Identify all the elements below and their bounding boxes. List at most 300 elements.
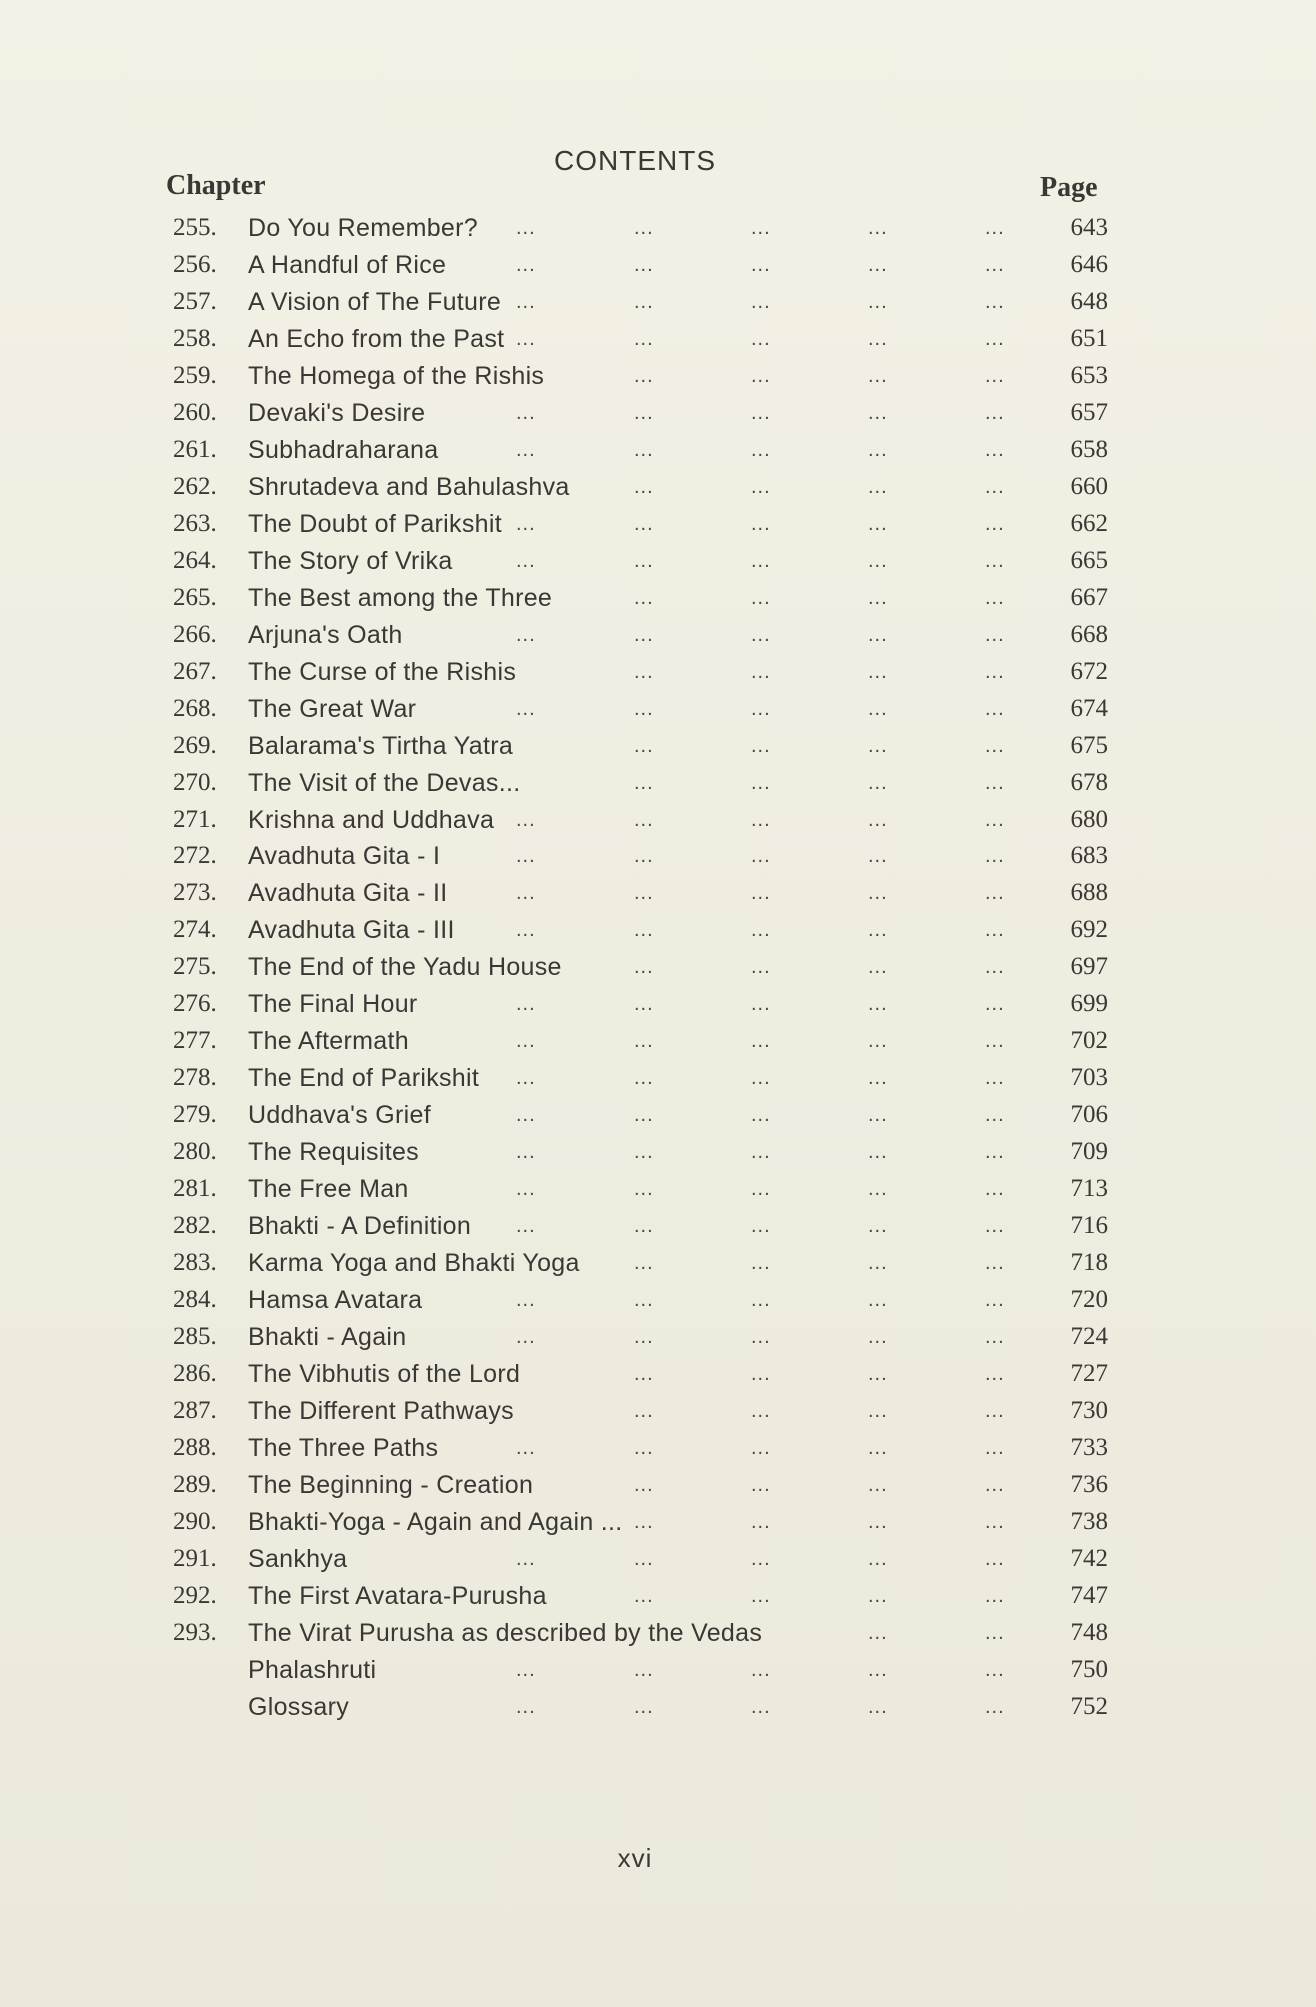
toc-entry <box>0 802 1316 839</box>
leader-dots: ... <box>751 1067 771 1090</box>
leader-dots: ... <box>634 586 654 609</box>
leader-dots: ... <box>751 623 771 646</box>
leader-dots: ... <box>751 808 771 831</box>
chapter-number: 264. <box>173 546 217 574</box>
chapter-title: Hamsa Avatara <box>248 1286 423 1315</box>
leader-dots: ... <box>634 1547 654 1570</box>
leader-dots: ... <box>985 217 1005 239</box>
leader-dots: ... <box>985 993 1005 1016</box>
leader-dots: ... <box>985 327 1005 350</box>
page-number: 727 <box>1070 1360 1108 1388</box>
leader-dots: ... <box>516 290 536 313</box>
page-number: 672 <box>1070 657 1108 685</box>
leader-dots: ... <box>868 1621 888 1644</box>
leader-dots: ... <box>985 364 1005 387</box>
page-number: 680 <box>1070 805 1108 833</box>
toc-entry <box>0 506 1316 543</box>
leader-dots: ... <box>634 919 654 942</box>
chapter-title: Balarama's Tirtha Yatra <box>248 731 514 760</box>
leader-dots: ... <box>751 549 771 572</box>
page-number: 730 <box>1070 1397 1108 1424</box>
chapter-title: The Doubt of Parikshit <box>248 509 502 538</box>
leader-dots: ... <box>985 919 1005 942</box>
leader-dots: ... <box>751 217 771 239</box>
chapter-title: The Homega of the Rishis <box>248 361 545 390</box>
leader-dots: ... <box>751 1141 771 1164</box>
chapter-number: 272. <box>173 842 217 870</box>
leader-dots: ... <box>985 697 1005 720</box>
leader-dots: ... <box>751 290 771 313</box>
leader-dots: ... <box>985 1178 1005 1201</box>
page-number: 688 <box>1070 879 1108 907</box>
leader-dots: ... <box>868 1215 888 1238</box>
leader-dots: ... <box>985 1547 1005 1570</box>
leader-dots: ... <box>985 1695 1005 1718</box>
leader-dots: ... <box>516 1326 536 1349</box>
leader-dots: ... <box>634 401 654 424</box>
leader-dots: ... <box>634 1030 654 1053</box>
leader-dots: ... <box>751 438 771 461</box>
chapter-title: The Beginning - Creation <box>248 1470 534 1499</box>
leader-dots: ... <box>985 882 1005 905</box>
page-number: 646 <box>1070 250 1108 278</box>
leader-dots: ... <box>868 586 888 609</box>
chapter-number: 285. <box>173 1323 217 1351</box>
toc-entry <box>0 1245 1316 1282</box>
leader-dots: ... <box>516 217 536 239</box>
chapter-column-heading: Chapter <box>166 170 266 201</box>
page-number: 674 <box>1070 694 1108 722</box>
chapter-title: A Vision of The Future <box>248 287 502 316</box>
leader-dots: ... <box>751 1104 771 1127</box>
leader-dots: ... <box>868 549 888 572</box>
leader-dots: ... <box>751 253 771 276</box>
leader-dots: ... <box>985 253 1005 276</box>
chapter-title: The Vibhutis of the Lord <box>248 1360 521 1389</box>
chapter-number: 280. <box>173 1138 217 1166</box>
chapter-title: Avadhuta Gita - II <box>248 879 448 908</box>
leader-dots: ... <box>516 1178 536 1201</box>
leader-dots: ... <box>751 993 771 1016</box>
toc-entry <box>0 949 1316 986</box>
toc-entry <box>0 1023 1316 1060</box>
chapter-number: 267. <box>173 657 217 685</box>
chapter-title: The Final Hour <box>248 990 418 1019</box>
leader-dots: ... <box>868 1658 888 1681</box>
leader-dots: ... <box>751 1030 771 1053</box>
chapter-number: 290. <box>173 1507 217 1535</box>
leader-dots: ... <box>868 475 888 498</box>
page-number: 662 <box>1070 509 1108 537</box>
toc-entry <box>0 1097 1316 1134</box>
chapter-title: Arjuna's Oath <box>248 620 403 649</box>
chapter-number: 258. <box>173 324 217 352</box>
chapter-number: 287. <box>173 1397 217 1424</box>
toc-entry <box>0 1134 1316 1171</box>
page-number: 658 <box>1070 435 1108 463</box>
page-number: 724 <box>1070 1323 1108 1351</box>
leader-dots: ... <box>751 1252 771 1275</box>
leader-dots: ... <box>985 1400 1005 1422</box>
chapter-number: 278. <box>173 1064 217 1092</box>
page-number: 660 <box>1070 472 1108 500</box>
chapter-title: Devaki's Desire <box>248 398 426 427</box>
leader-dots: ... <box>868 1178 888 1201</box>
page-number: 668 <box>1070 620 1108 648</box>
leader-dots: ... <box>751 1326 771 1349</box>
chapter-title: Karma Yoga and Bhakti Yoga <box>248 1249 580 1278</box>
chapter-title: The Free Man <box>248 1175 409 1204</box>
leader-dots: ... <box>985 475 1005 498</box>
leader-dots: ... <box>985 1621 1005 1644</box>
leader-dots: ... <box>516 1067 536 1090</box>
toc-entry <box>0 1393 1316 1430</box>
page-number: 651 <box>1070 324 1108 352</box>
leader-dots: ... <box>751 475 771 498</box>
leader-dots: ... <box>516 1436 536 1459</box>
leader-dots: ... <box>985 1363 1005 1386</box>
leader-dots: ... <box>634 623 654 646</box>
chapter-number: 282. <box>173 1212 217 1240</box>
toc-entry <box>0 284 1316 321</box>
leader-dots: ... <box>751 1658 771 1681</box>
leader-dots: ... <box>868 1400 888 1422</box>
leader-dots: ... <box>634 1473 654 1496</box>
leader-dots: ... <box>985 290 1005 313</box>
leader-dots: ... <box>634 734 654 757</box>
leader-dots: ... <box>634 217 654 239</box>
leader-dots: ... <box>868 919 888 942</box>
page-number: 747 <box>1070 1581 1108 1609</box>
leader-dots: ... <box>985 1067 1005 1090</box>
leader-dots: ... <box>868 438 888 461</box>
chapter-number: 275. <box>173 953 217 981</box>
leader-dots: ... <box>634 512 654 535</box>
leader-dots: ... <box>634 993 654 1016</box>
chapter-title: Phalashruti <box>248 1655 377 1684</box>
page-number: 706 <box>1070 1101 1108 1129</box>
leader-dots: ... <box>751 919 771 942</box>
page-number: 713 <box>1070 1175 1108 1203</box>
toc-entry <box>0 395 1316 432</box>
page-number: 736 <box>1070 1470 1108 1498</box>
toc-entry <box>0 1578 1316 1615</box>
leader-dots: ... <box>516 1658 536 1681</box>
leader-dots: ... <box>516 993 536 1016</box>
leader-dots: ... <box>751 401 771 424</box>
leader-dots: ... <box>516 1141 536 1164</box>
toc-entry <box>0 1356 1316 1393</box>
page-number: 665 <box>1070 546 1108 574</box>
toc-entry <box>0 1319 1316 1356</box>
chapter-number: 269. <box>173 731 217 759</box>
leader-dots: ... <box>634 549 654 572</box>
leader-dots: ... <box>516 1289 536 1312</box>
page-number: 675 <box>1070 731 1108 759</box>
chapter-title: The Aftermath <box>248 1027 409 1056</box>
leader-dots: ... <box>985 845 1005 868</box>
page-number: 683 <box>1070 842 1108 870</box>
leader-dots: ... <box>634 1436 654 1459</box>
leader-dots: ... <box>751 697 771 720</box>
page-number: 692 <box>1070 916 1108 944</box>
leader-dots: ... <box>985 660 1005 683</box>
leader-dots: ... <box>634 956 654 979</box>
chapter-number: 289. <box>173 1470 217 1498</box>
leader-dots: ... <box>868 1252 888 1275</box>
chapter-title: The Virat Purusha as described by the Vedas <box>248 1618 763 1647</box>
chapter-title: The Great War <box>248 694 417 723</box>
toc-entry <box>0 469 1316 506</box>
chapter-title: Sankhya <box>248 1544 348 1573</box>
leader-dots: ... <box>751 1510 771 1533</box>
page-number: 657 <box>1070 398 1108 426</box>
leader-dots: ... <box>751 1436 771 1459</box>
chapter-number: 256. <box>173 250 217 278</box>
chapter-number: 274. <box>173 916 217 944</box>
page-number: 718 <box>1070 1249 1108 1277</box>
leader-dots: ... <box>868 993 888 1016</box>
leader-dots: ... <box>751 845 771 868</box>
leader-dots: ... <box>751 771 771 794</box>
leader-dots: ... <box>868 771 888 794</box>
leader-dots: ... <box>516 401 536 424</box>
leader-dots: ... <box>634 1658 654 1681</box>
toc-entry <box>0 986 1316 1023</box>
leader-dots: ... <box>868 1473 888 1496</box>
leader-dots: ... <box>868 1584 888 1607</box>
leader-dots: ... <box>985 1215 1005 1238</box>
leader-dots: ... <box>985 956 1005 979</box>
leader-dots: ... <box>751 327 771 350</box>
leader-dots: ... <box>868 1030 888 1053</box>
chapter-number: 266. <box>173 620 217 648</box>
page-number: 678 <box>1070 768 1108 796</box>
leader-dots: ... <box>634 1252 654 1275</box>
leader-dots: ... <box>868 1326 888 1349</box>
leader-dots: ... <box>985 1584 1005 1607</box>
chapter-number: 276. <box>173 990 217 1018</box>
leader-dots: ... <box>751 882 771 905</box>
toc-entry <box>0 580 1316 617</box>
leader-dots: ... <box>868 956 888 979</box>
chapter-number: 262. <box>173 472 217 500</box>
leader-dots: ... <box>634 1178 654 1201</box>
leader-dots: ... <box>868 623 888 646</box>
page-number: 742 <box>1070 1544 1108 1572</box>
leader-dots: ... <box>516 1104 536 1127</box>
leader-dots: ... <box>634 253 654 276</box>
chapter-number: 292. <box>173 1581 217 1609</box>
leader-dots: ... <box>634 1104 654 1127</box>
chapter-title: Avadhuta Gita - I <box>248 842 441 871</box>
leader-dots: ... <box>985 808 1005 831</box>
leader-dots: ... <box>751 1215 771 1238</box>
leader-dots: ... <box>868 512 888 535</box>
leader-dots: ... <box>868 253 888 276</box>
toc-entry <box>0 1541 1316 1578</box>
chapter-number: 291. <box>173 1544 217 1572</box>
leader-dots: ... <box>751 1547 771 1570</box>
chapter-title: The Different Pathways <box>248 1397 514 1425</box>
leader-dots: ... <box>634 1400 654 1422</box>
leader-dots: ... <box>985 623 1005 646</box>
leader-dots: ... <box>751 1584 771 1607</box>
chapter-title: Subhadraharana <box>248 435 439 464</box>
toc-entry <box>0 1430 1316 1467</box>
chapter-title: The Visit of the Devas... <box>248 768 521 797</box>
leader-dots: ... <box>868 1363 888 1386</box>
chapter-title: The Requisites <box>248 1138 419 1167</box>
leader-dots: ... <box>985 1030 1005 1053</box>
toc-entry <box>0 728 1316 765</box>
chapter-title: Glossary <box>248 1692 350 1721</box>
page-number: 752 <box>1070 1692 1108 1720</box>
chapter-title: The Curse of the Rishis <box>248 657 517 686</box>
chapter-title: Krishna and Uddhava <box>248 805 495 834</box>
leader-dots: ... <box>634 771 654 794</box>
leader-dots: ... <box>516 1030 536 1053</box>
page-number: 643 <box>1070 214 1108 241</box>
leader-dots: ... <box>516 512 536 535</box>
leader-dots: ... <box>751 1400 771 1422</box>
leader-dots: ... <box>634 660 654 683</box>
leader-dots: ... <box>868 734 888 757</box>
leader-dots: ... <box>751 956 771 979</box>
chapter-title: Bhakti-Yoga - Again and Again ... <box>248 1507 623 1536</box>
leader-dots: ... <box>634 1363 654 1386</box>
leader-dots: ... <box>868 1289 888 1312</box>
chapter-title: A Handful of Rice <box>248 250 447 279</box>
leader-dots: ... <box>868 1510 888 1533</box>
leader-dots: ... <box>985 1326 1005 1349</box>
leader-dots: ... <box>985 401 1005 424</box>
leader-dots: ... <box>868 882 888 905</box>
chapter-number: 284. <box>173 1286 217 1314</box>
toc-entry <box>0 321 1316 358</box>
chapter-number: 255. <box>173 214 217 241</box>
leader-dots: ... <box>985 771 1005 794</box>
chapter-number: 288. <box>173 1433 217 1461</box>
leader-dots: ... <box>868 401 888 424</box>
leader-dots: ... <box>634 808 654 831</box>
chapter-number: 271. <box>173 805 217 833</box>
page-column-heading: Page <box>1040 172 1098 203</box>
leader-dots: ... <box>985 1436 1005 1459</box>
chapter-number: 283. <box>173 1249 217 1277</box>
chapter-number: 259. <box>173 361 217 389</box>
chapter-number: 257. <box>173 287 217 315</box>
leader-dots: ... <box>751 586 771 609</box>
leader-dots: ... <box>985 1473 1005 1496</box>
chapter-title: The Three Paths <box>248 1433 439 1462</box>
page-number: 667 <box>1070 583 1108 611</box>
chapter-title: The End of Parikshit <box>248 1064 480 1093</box>
leader-dots: ... <box>634 1141 654 1164</box>
leader-dots: ... <box>985 586 1005 609</box>
leader-dots: ... <box>985 549 1005 572</box>
leader-dots: ... <box>985 1104 1005 1127</box>
page-number: 709 <box>1070 1138 1108 1166</box>
toc-entry <box>0 691 1316 728</box>
page-number: 720 <box>1070 1286 1108 1314</box>
leader-dots: ... <box>751 660 771 683</box>
toc-entry <box>0 247 1316 284</box>
chapter-number: 273. <box>173 879 217 907</box>
leader-dots: ... <box>751 1473 771 1496</box>
leader-dots: ... <box>751 1178 771 1201</box>
leader-dots: ... <box>516 327 536 350</box>
leader-dots: ... <box>751 512 771 535</box>
leader-dots: ... <box>868 845 888 868</box>
leader-dots: ... <box>634 290 654 313</box>
toc-entry <box>0 875 1316 912</box>
leader-dots: ... <box>751 734 771 757</box>
leader-dots: ... <box>868 1436 888 1459</box>
leader-dots: ... <box>516 253 536 276</box>
chapter-number: 261. <box>173 435 217 463</box>
leader-dots: ... <box>634 697 654 720</box>
chapter-number: 281. <box>173 1175 217 1203</box>
leader-dots: ... <box>634 475 654 498</box>
leader-dots: ... <box>634 1326 654 1349</box>
toc-entry <box>0 1504 1316 1541</box>
chapter-number: 286. <box>173 1360 217 1388</box>
leader-dots: ... <box>516 808 536 831</box>
leader-dots: ... <box>516 1547 536 1570</box>
leader-dots: ... <box>634 327 654 350</box>
leader-dots: ... <box>634 1289 654 1312</box>
leader-dots: ... <box>985 512 1005 535</box>
page-number: 703 <box>1070 1064 1108 1092</box>
leader-dots: ... <box>634 1584 654 1607</box>
leader-dots: ... <box>985 1252 1005 1275</box>
leader-dots: ... <box>751 1695 771 1718</box>
chapter-number: 293. <box>173 1618 217 1646</box>
leader-dots: ... <box>985 438 1005 461</box>
leader-dots: ... <box>634 1215 654 1238</box>
chapter-number: 268. <box>173 694 217 722</box>
leader-dots: ... <box>985 734 1005 757</box>
leader-dots: ... <box>516 549 536 572</box>
leader-dots: ... <box>868 364 888 387</box>
toc-entry <box>0 432 1316 469</box>
leader-dots: ... <box>634 1067 654 1090</box>
leader-dots: ... <box>868 217 888 239</box>
leader-dots: ... <box>868 1695 888 1718</box>
chapter-title: An Echo from the Past <box>248 324 505 353</box>
leader-dots: ... <box>868 808 888 831</box>
chapter-number: 279. <box>173 1101 217 1129</box>
toc-entry <box>0 1689 1316 1726</box>
leader-dots: ... <box>516 697 536 720</box>
page-number: 738 <box>1070 1507 1108 1535</box>
page-number: 733 <box>1070 1433 1108 1461</box>
toc-entry <box>0 1060 1316 1097</box>
leader-dots: ... <box>516 882 536 905</box>
leader-dots: ... <box>868 660 888 683</box>
chapter-title: Bhakti - A Definition <box>248 1212 472 1241</box>
toc-entry <box>0 1467 1316 1504</box>
page-number: 699 <box>1070 990 1108 1018</box>
chapter-number: 263. <box>173 509 217 537</box>
leader-dots: ... <box>516 845 536 868</box>
chapter-title: The Story of Vrika <box>248 546 453 575</box>
toc-entry <box>0 1652 1316 1689</box>
chapter-title: Bhakti - Again <box>248 1323 407 1352</box>
leader-dots: ... <box>868 327 888 350</box>
leader-dots: ... <box>634 882 654 905</box>
